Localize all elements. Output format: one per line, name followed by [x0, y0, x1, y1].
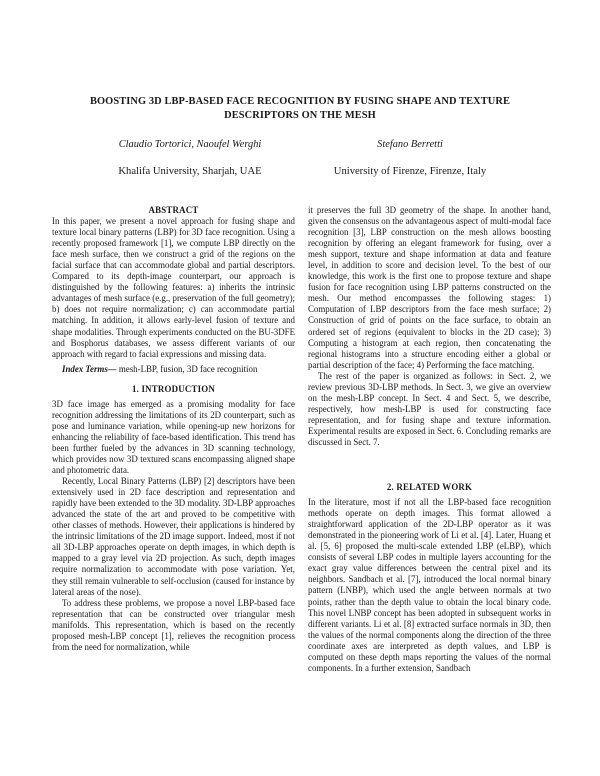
related-work-heading: 2. RELATED WORK: [386, 482, 473, 493]
intro-paragraph-2: Recently, Local Binary Patterns (LBP) [2] descriptors have been extensively used in 2D face description and representation and rapidly have been extended to the 3D modality. 3D-LBP approaches advanced the state of the art and proved to be competitive with other classes of methods. However, their applications is hindered by the intrinsic limitations of the 2D image support. Indeed, most if not all 3D-LBP approaches operate on depth images, in which depth is mapped to a gray level via 2D projection. As such, depth images require normalization to accommodate with pose variation. Yet, they still remain vulnerable to self-occlusion (caused for instance by lateral areas of the nose).: [52, 476, 295, 597]
paper-title: BOOSTING 3D LBP-BASED FACE RECOGNITION BY FUSING SHAPE AND TEXTURE DESCRIPTORS ON THE MESH: [89, 96, 511, 121]
author-names-right: Stefano Berretti: [377, 139, 443, 150]
intro-paragraph-4: it preserves the full 3D geometry of the shape. In another hand, given the consensus on the advantageous aspect of multi-modal face recognition [3], LBP construction on the mesh allows boosting recognition by offering an elegant framework for fusing, over a mesh support, texture and shape information at data and feature level, in addition to score and decision level. To the best of our knowledge, this work is the first one to propose texture and shape fusion for face recognition using LBP patterns constructed on the mesh. Our method encompasses the following stages: 1) Computation of LBP descriptors from the face mesh surface; 2) Construction of grid of points on the face surface, to obtain an ordered set of regions (equivalent to blocks in the 2D case); 3) Computing a histogram at each region, then concatenating the regional histograms into a structure encoding either a global or partial description of the face; 4) Performing the face matching.: [308, 205, 551, 370]
index-terms: [52, 364, 295, 375]
intro-paragraph-3: To address these problems, we propose a novel LBP-based face representation that can be constructed over triangular mesh manifolds. This representation, which is based on the recently proposed mesh-LBP concept [1], relieves the recognition process from the need for normalization, while: [52, 597, 295, 652]
intro-heading: 1. INTRODUCTION: [132, 383, 215, 394]
abstract-heading: ABSTRACT: [148, 205, 199, 215]
abstract-text: In this paper, we present a novel approach for fusing shape and texture local binary patterns (LBP) for 3D face recognition. Using a recently proposed framework [1], we compute LBP directly on the face mesh surface, then we construct a grid of the regions on the facial surface that can accommodate global and partial descriptors. Compared to its depth-image counterpart, our approach is distinguished by the following features: a) inherits the intrinsic advantages of mesh surface (e.g., preservation of the full geometry); b) does not require normalization; c) can accommodate partial matching. In addition, it allows early-level fusion of texture and shape modalities. Through experiments conducted on the BU-3DFE and Bosphorus databases, we assess different variants of our approach with regard to facial expressions and missing data.: [52, 216, 295, 359]
intro-paragraph-5: The rest of the paper is organized as follows: in Sect. 2, we review previous 3D-LBP methods. In Sect. 3, we give an overview on the mesh-LBP concept. In Sect. 4 and Sect. 5, we describe, respectively, how mesh-LBP is used for constructing face representation, and for fusing shape and texture information. Experimental results are exposed in Sect. 6. Concluding remarks are discussed in Sect. 7.: [308, 370, 551, 447]
intro-paragraph-1: 3D face image has emerged as a promising modality for face recognition addressing the limitations of its 2D counterpart, such as pose and luminance variation, while opening-up new horizons for enhancing the reliability of face-based identification. This trend has been further fueled by the advances in 3D scanning technology, which provides now 3D textured scans encompassing aligned shape and photometric data.: [52, 398, 295, 476]
index-terms-label: Index Terms—: [62, 363, 117, 374]
affiliation-left: Khalifa University, Sharjah, UAE: [118, 166, 262, 177]
right-column: [308, 205, 551, 674]
author-names-left: Claudio Tortorici, Naoufel Werghi: [118, 139, 262, 150]
related-work-paragraph-1: In the literature, most if not all the LBP-based face recognition methods operate on depth images. This format allowed a straightforward application of the 2D-LBP operator as it was demonstrated in the pioneering work of Li et al. [4]. Later, Huang et al. [5, 6] proposed the multi-scale extended LBP (eLBP), which consists of several LBP codes in multiple layers accounting for the exact gray value differences between the central pixel and its neighbors. Sandbach et al. [7], introduced the local normal binary pattern (LNBP), which used the angle between normals at two points, rather than the depth value to obtain the local binary code. This novel LNBP concept has been adopted in subsequent works in different variants. Li et al. [8] extracted surface normals in 3D, then the values of the normal components along the direction of the three coordinate axes are interpreted as depth values, and LBP is computed on these depth maps reporting the values of the normal components. In a further extension, Sandbach: [308, 497, 551, 673]
affiliation-right: University of Firenze, Firenze, Italy: [333, 166, 487, 177]
left-column: [52, 205, 295, 653]
index-terms-text: mesh-LBP, fusion, 3D face recognition: [116, 363, 258, 374]
